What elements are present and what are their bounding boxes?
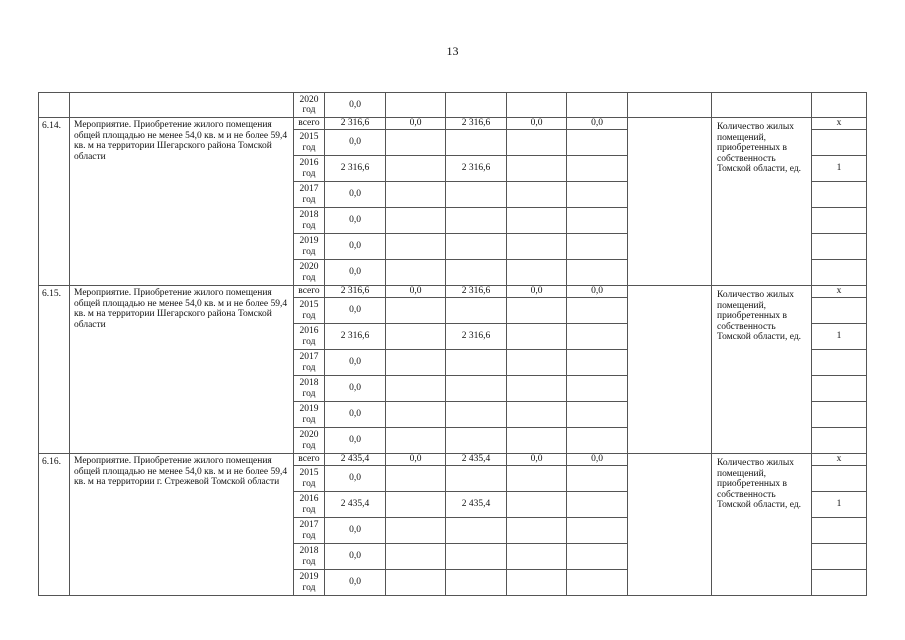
other-cell (567, 130, 628, 156)
indicator-value-cell (812, 234, 867, 260)
federal-cell (386, 402, 446, 428)
total-cell: 2 316,6 (325, 324, 386, 350)
row-number-cell: 6.15. (39, 286, 70, 454)
total-cell: 2 316,6 (325, 156, 386, 182)
row-number-cell (39, 93, 70, 118)
regional-cell (446, 428, 507, 454)
indicator-value-cell (812, 350, 867, 376)
other-cell (567, 156, 628, 182)
regional-cell (446, 130, 507, 156)
other-cell (567, 466, 628, 492)
regional-cell: 2 316,6 (446, 118, 507, 130)
federal-cell (386, 570, 446, 596)
other-cell: 0,0 (567, 118, 628, 130)
total-cell: 2 435,4 (325, 492, 386, 518)
total-cell: 0,0 (325, 466, 386, 492)
federal-cell (386, 298, 446, 324)
regional-cell (446, 570, 507, 596)
local-cell: 0,0 (507, 454, 567, 466)
local-cell (507, 376, 567, 402)
description-cell: Мероприятие. Приобретение жилого помещения общей площадью не менее 54,0 кв. м и не более 59,4 кв. м на территории Шегарского района Томской области (70, 118, 294, 286)
year-cell: 2020 год (294, 93, 325, 118)
local-cell (507, 402, 567, 428)
local-cell (507, 260, 567, 286)
indicator-value-cell (812, 428, 867, 454)
local-cell (507, 492, 567, 518)
year-cell: 2015 год (294, 466, 325, 492)
spacer-cell (628, 118, 712, 286)
description-cell: Мероприятие. Приобретение жилого помещения общей площадью не менее 54,0 кв. м и не более 59,4 кв. м на территории Шегарского района Томской области (70, 286, 294, 454)
regional-cell (446, 93, 507, 118)
local-cell (507, 130, 567, 156)
total-cell: 0,0 (325, 570, 386, 596)
total-cell: 0,0 (325, 350, 386, 376)
total-cell: 0,0 (325, 234, 386, 260)
year-cell: 2016 год (294, 156, 325, 182)
year-cell: 2018 год (294, 544, 325, 570)
indicator-value-cell (812, 466, 867, 492)
total-cell: 0,0 (325, 260, 386, 286)
federal-cell (386, 466, 446, 492)
total-cell: 0,0 (325, 93, 386, 118)
indicator-value-cell (812, 518, 867, 544)
regional-cell (446, 402, 507, 428)
federal-cell (386, 428, 446, 454)
other-cell (567, 402, 628, 428)
other-cell (567, 518, 628, 544)
indicator-value-cell (812, 208, 867, 234)
federal-cell (386, 518, 446, 544)
year-cell: 2019 год (294, 402, 325, 428)
total-cell: 2 435,4 (325, 454, 386, 466)
federal-cell (386, 93, 446, 118)
federal-cell (386, 260, 446, 286)
federal-cell (386, 376, 446, 402)
indicator-cell: Количество жилых помещений, приобретенных в собственность Томской области, ед. (712, 454, 812, 596)
regional-cell (446, 298, 507, 324)
federal-cell (386, 324, 446, 350)
local-cell (507, 93, 567, 118)
year-cell: 2015 год (294, 130, 325, 156)
other-cell (567, 234, 628, 260)
other-cell: 0,0 (567, 454, 628, 466)
year-cell: 2017 год (294, 182, 325, 208)
local-cell (507, 182, 567, 208)
other-cell (567, 492, 628, 518)
regional-cell (446, 260, 507, 286)
page-number: 13 (446, 44, 459, 58)
regional-cell: 2 316,6 (446, 156, 507, 182)
other-cell (567, 298, 628, 324)
year-cell: 2018 год (294, 208, 325, 234)
year-cell: 2016 год (294, 324, 325, 350)
federal-cell (386, 234, 446, 260)
program-table (38, 92, 867, 596)
regional-cell (446, 182, 507, 208)
indicator-value-cell (812, 544, 867, 570)
federal-cell (386, 182, 446, 208)
regional-cell (446, 350, 507, 376)
year-cell: 2017 год (294, 518, 325, 544)
other-cell (567, 260, 628, 286)
local-cell (507, 518, 567, 544)
indicator-value-cell (812, 93, 867, 118)
other-cell (567, 428, 628, 454)
indicator-value-cell: 1 (812, 324, 867, 350)
year-cell: 2020 год (294, 428, 325, 454)
federal-cell (386, 350, 446, 376)
other-cell: 0,0 (567, 286, 628, 298)
federal-cell (386, 156, 446, 182)
regional-cell (446, 376, 507, 402)
total-cell: 2 316,6 (325, 286, 386, 298)
total-cell: 0,0 (325, 130, 386, 156)
year-cell: всего (294, 454, 325, 466)
table-row (39, 93, 867, 118)
spacer-cell (628, 286, 712, 454)
local-cell: 0,0 (507, 118, 567, 130)
federal-cell (386, 208, 446, 234)
indicator-cell: Количество жилых помещений, приобретенных в собственность Томской области, ед. (712, 118, 812, 286)
indicator-value-cell (812, 402, 867, 428)
other-cell (567, 376, 628, 402)
other-cell (567, 544, 628, 570)
regional-cell: 2 435,4 (446, 454, 507, 466)
total-cell: 0,0 (325, 544, 386, 570)
indicator-cell (712, 93, 812, 118)
regional-cell: 2 316,6 (446, 324, 507, 350)
regional-cell (446, 234, 507, 260)
indicator-cell: Количество жилых помещений, приобретенных в собственность Томской области, ед. (712, 286, 812, 454)
year-cell: 2018 год (294, 376, 325, 402)
spacer-cell (628, 454, 712, 596)
regional-cell (446, 208, 507, 234)
row-number-cell: 6.16. (39, 454, 70, 596)
total-cell: 0,0 (325, 428, 386, 454)
total-cell: 0,0 (325, 402, 386, 428)
other-cell (567, 182, 628, 208)
local-cell (507, 466, 567, 492)
year-cell: всего (294, 118, 325, 130)
description-cell (70, 93, 294, 118)
indicator-value-cell (812, 298, 867, 324)
total-cell: 2 316,6 (325, 118, 386, 130)
total-cell: 0,0 (325, 182, 386, 208)
other-cell (567, 570, 628, 596)
total-cell: 0,0 (325, 518, 386, 544)
indicator-value-cell: 1 (812, 156, 867, 182)
federal-cell: 0,0 (386, 286, 446, 298)
local-cell: 0,0 (507, 286, 567, 298)
description-cell: Мероприятие. Приобретение жилого помещения общей площадью не менее 54,0 кв. м и не более 59,4 кв. м на территории г. Стрежевой Томской области (70, 454, 294, 596)
spacer-cell (628, 93, 712, 118)
table-row (39, 286, 867, 298)
federal-cell (386, 130, 446, 156)
indicator-value-cell (812, 260, 867, 286)
indicator-value-cell: 1 (812, 492, 867, 518)
total-cell: 0,0 (325, 298, 386, 324)
indicator-value-cell: х (812, 454, 867, 466)
federal-cell (386, 544, 446, 570)
local-cell (507, 298, 567, 324)
local-cell (507, 234, 567, 260)
federal-cell (386, 492, 446, 518)
year-cell: 2017 год (294, 350, 325, 376)
row-number-cell: 6.14. (39, 118, 70, 286)
table-row (39, 118, 867, 130)
other-cell (567, 350, 628, 376)
local-cell (507, 544, 567, 570)
total-cell: 0,0 (325, 208, 386, 234)
indicator-value-cell (812, 130, 867, 156)
other-cell (567, 324, 628, 350)
year-cell: 2019 год (294, 570, 325, 596)
indicator-value-cell: х (812, 286, 867, 298)
regional-cell (446, 518, 507, 544)
federal-cell: 0,0 (386, 454, 446, 466)
indicator-value-cell (812, 182, 867, 208)
other-cell (567, 93, 628, 118)
local-cell (507, 156, 567, 182)
year-cell: всего (294, 286, 325, 298)
indicator-value-cell (812, 570, 867, 596)
indicator-value-cell (812, 376, 867, 402)
other-cell (567, 208, 628, 234)
regional-cell (446, 544, 507, 570)
total-cell: 0,0 (325, 376, 386, 402)
year-cell: 2016 год (294, 492, 325, 518)
regional-cell: 2 435,4 (446, 492, 507, 518)
regional-cell: 2 316,6 (446, 286, 507, 298)
indicator-value-cell: х (812, 118, 867, 130)
year-cell: 2015 год (294, 298, 325, 324)
table-row (39, 454, 867, 466)
federal-cell: 0,0 (386, 118, 446, 130)
local-cell (507, 208, 567, 234)
local-cell (507, 350, 567, 376)
local-cell (507, 570, 567, 596)
year-cell: 2019 год (294, 234, 325, 260)
local-cell (507, 324, 567, 350)
local-cell (507, 428, 567, 454)
regional-cell (446, 466, 507, 492)
year-cell: 2020 год (294, 260, 325, 286)
